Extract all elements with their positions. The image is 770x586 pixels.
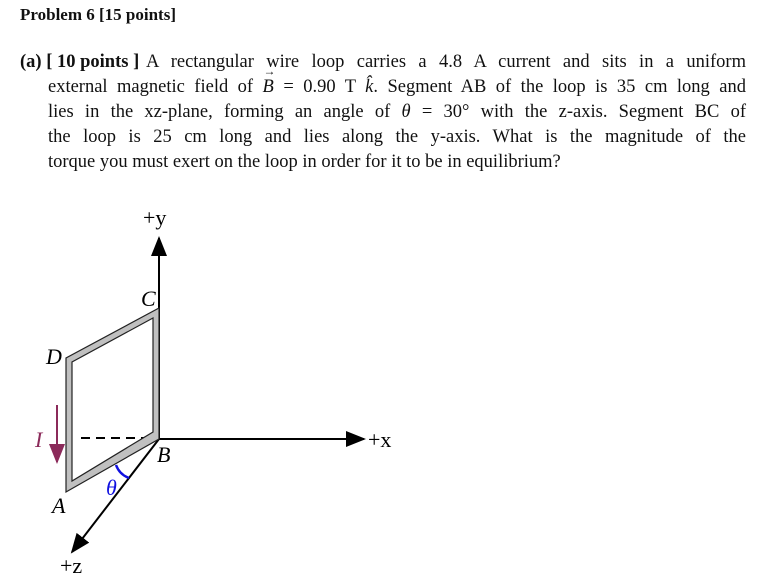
text: . Segment AB of the loop is 35 cm long and xyxy=(373,77,746,97)
label-c: C xyxy=(141,286,156,311)
unit-vector-k: k̂ xyxy=(365,77,374,97)
wire-loop xyxy=(66,308,159,492)
part-letter: (a) xyxy=(20,52,42,72)
text: = 0.90 T xyxy=(273,77,366,97)
label-theta: θ xyxy=(106,475,117,500)
label-plus-x: +x xyxy=(368,427,392,452)
angle-arc xyxy=(116,465,129,478)
text-line-1: A rectangular wire loop carries a 4.8 A current and sits in a uniform xyxy=(146,52,746,72)
part-points: [ 10 points ] xyxy=(46,52,140,72)
text: = 30° with the z-axis. Segment BC of xyxy=(410,102,747,122)
label-a: A xyxy=(52,493,66,518)
vector-b: → B xyxy=(263,77,274,97)
text-line-5: torque you must exert on the loop in order for it to be in equilibrium? xyxy=(48,152,561,172)
label-current: I xyxy=(35,427,43,452)
label-plus-y: +y xyxy=(143,205,167,230)
text-line-4: the loop is 25 cm long and lies along the y-axis. What is the magnitude of the xyxy=(48,127,746,147)
theta: θ xyxy=(401,102,411,122)
label-b: B xyxy=(157,442,171,467)
problem-title: Problem 6 [15 points] xyxy=(20,5,176,24)
label-plus-z: +z xyxy=(60,553,83,578)
text: lies in the xz-plane, forming an angle of xyxy=(48,102,402,122)
text: external magnetic field of xyxy=(48,77,263,97)
label-d: D xyxy=(46,344,62,369)
